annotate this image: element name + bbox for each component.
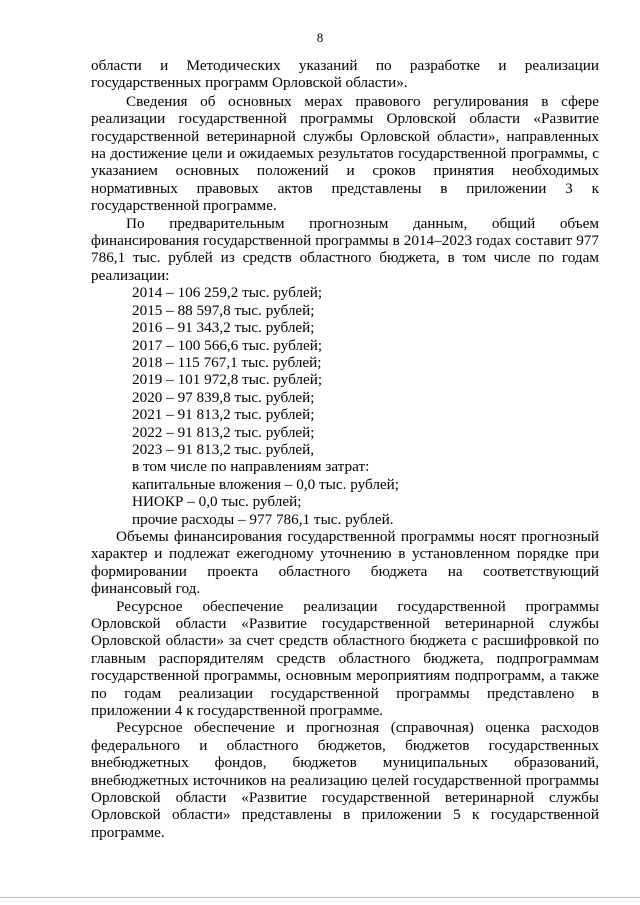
list-item-2018: 2018 – 115 767,1 тыс. рублей; xyxy=(132,353,322,371)
cost-niokr: НИОКР – 0,0 тыс. рублей; xyxy=(132,493,302,511)
paragraph-resource-federal: Ресурсное обеспечение и прогнозная (справочная) оценка расходов федерального и областного бюджетов, бюджетов государственных внебюджетных фондов, бюджетов муниципальных образований, внебюджетных источников на реализацию целей государственной программы Орловской области «Развитие государственной ветеринарной службы Орловской области» представлены в приложении 5 к государственной программе. xyxy=(91,719,599,841)
list-item-2016: 2016 – 91 343,2 тыс. рублей; xyxy=(132,319,315,337)
list-item-2014: 2014 – 106 259,2 тыс. рублей; xyxy=(132,284,323,302)
list-item-2020: 2020 – 97 839,8 тыс. рублей; xyxy=(132,388,315,406)
paragraph-funding-forecast: Объемы финансирования государственной программы носят прогнозный характер и подлежат ежегодному уточнению в установленном порядке при формировании проекта областного бюджета на соответствующий финансовый год. xyxy=(91,527,599,598)
paragraph-methodical-guidelines: области и Методических указаний по разработке и реализации государственных программ Орловской области». xyxy=(91,57,599,92)
cost-other-expenses: прочие расходы – 977 786,1 тыс. рублей. xyxy=(132,510,394,528)
page-number: 8 xyxy=(316,30,324,45)
list-item-2017: 2017 – 100 566,6 тыс. рублей; xyxy=(132,336,323,354)
paragraph-resource-regional: Ресурсное обеспечение реализации государственной программы Орловской области «Развитие государственной ветеринарной службы Орловской области» за счет средств областного бюджета с расшифровкой по главным распорядителям средств областного бюджета, подпрограммам государственной программы, основным мероприятиям подпрограмм, а также по годам реализации государственной программы представлено в приложении 4 к государственной программе. xyxy=(91,597,599,720)
funding-by-year-list xyxy=(91,284,599,458)
paragraph-funding-total: По предварительным прогнозным данным, общий объем финансирования государственной программы в 2014–2023 годах составит 977 786,1 тыс. рублей из средств областного бюджета, в том числе по годам реализации: xyxy=(91,214,599,284)
cost-directions-intro: в том числе по направлениям затрат: xyxy=(132,458,370,476)
list-item-2023: 2023 – 91 813,2 тыс. рублей, xyxy=(132,440,315,458)
list-item-2021: 2021 – 91 813,2 тыс. рублей; xyxy=(132,406,315,424)
list-item-2022: 2022 – 91 813,2 тыс. рублей; xyxy=(132,423,315,441)
paragraph-legal-regulation: Сведения об основных мерах правового регулирования в сфере реализации государственной программы Орловской области «Развитие государственной ветеринарной службы Орловской области», направленных на достижение цели и ожидаемых результатов государственной программы, с указанием основных положений и сроков принятия необходимых нормативных правовых актов представлены в приложении 3 к государственной программе. xyxy=(91,92,599,215)
list-item-2015: 2015 – 88 597,8 тыс. рублей; xyxy=(132,301,315,319)
cost-capital-investments: капитальные вложения – 0,0 тыс. рублей; xyxy=(132,475,400,493)
document-body xyxy=(91,57,599,841)
page-bottom-divider xyxy=(0,897,640,898)
list-item-2019: 2019 – 101 972,8 тыс. рублей; xyxy=(132,371,323,389)
